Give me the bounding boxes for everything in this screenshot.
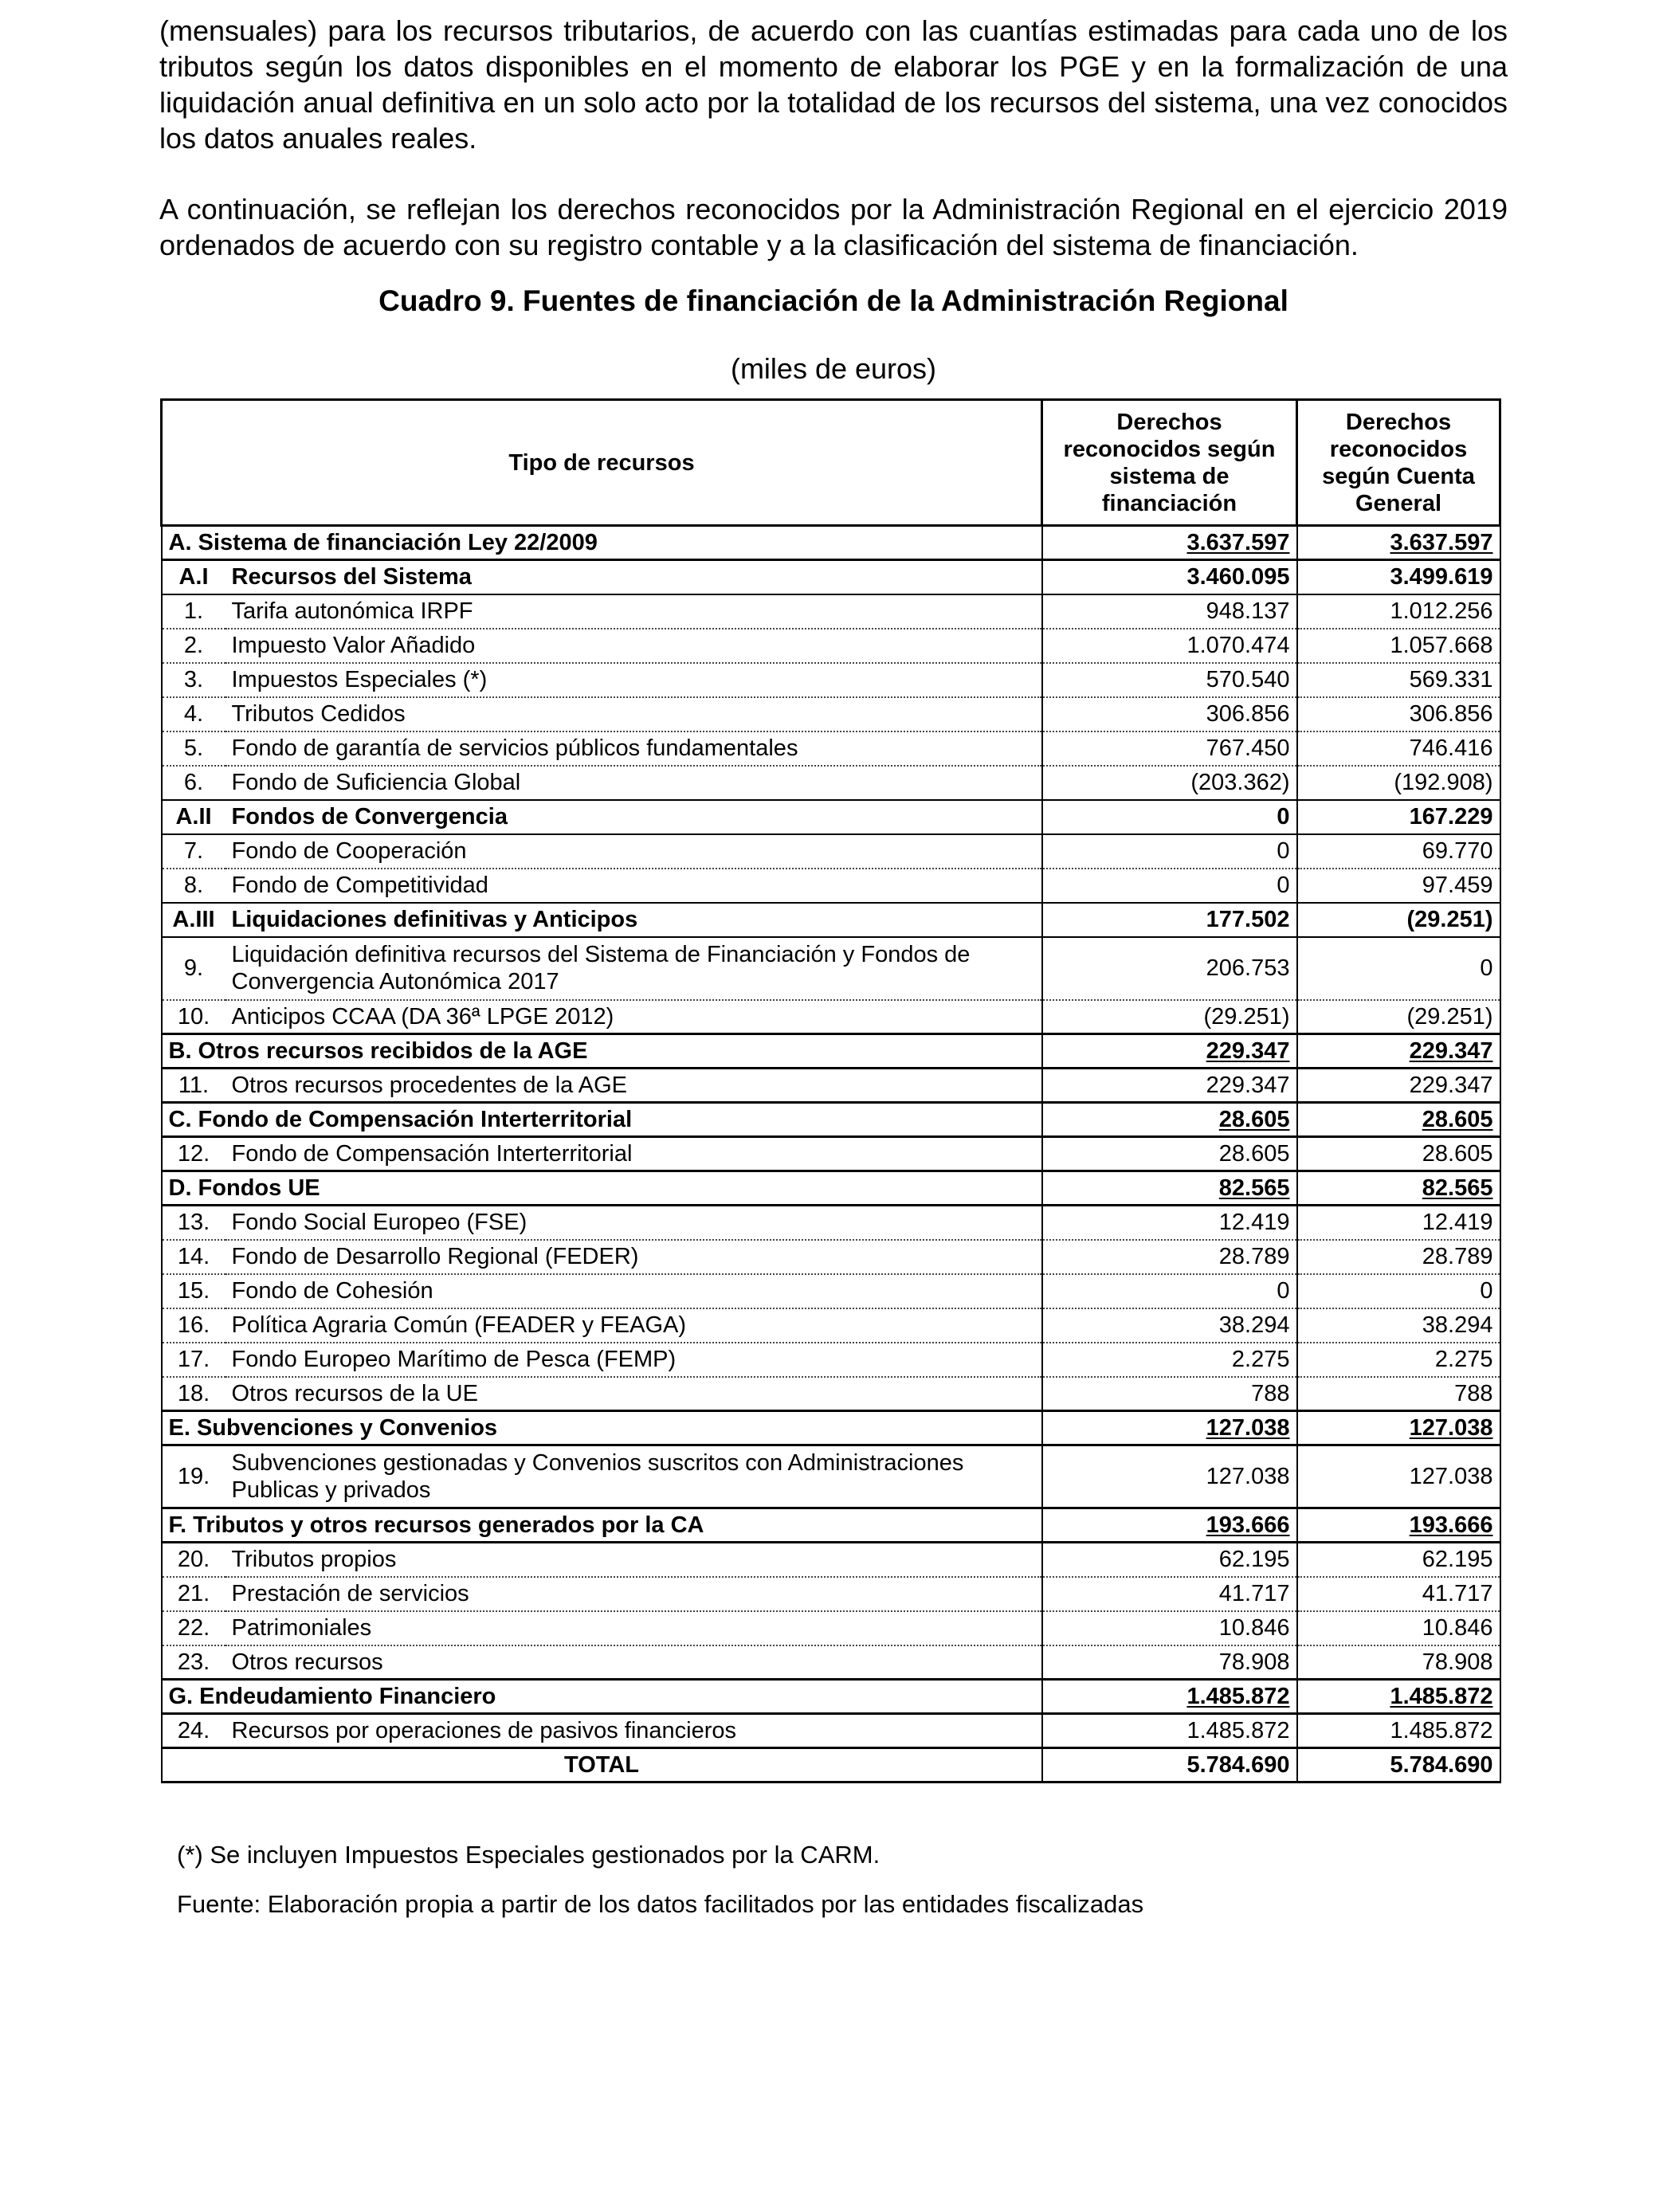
value-cuenta-general: [1297, 1274, 1500, 1308]
cell-value: (192.908): [1394, 770, 1493, 795]
section-label: F. Tributos y otros recursos generados por la CA: [162, 1508, 1042, 1543]
section-label: E. Subvenciones y Convenios: [162, 1411, 1042, 1445]
value-cuenta-general: [1297, 1034, 1500, 1069]
row-label: Fondo de Cooperación: [226, 834, 1042, 869]
table-header-row: [162, 400, 1500, 526]
row-label: Fondo de Cohesión: [226, 1274, 1042, 1308]
cell-value: 38.294: [1422, 1312, 1493, 1338]
cell-value: 229.347: [1409, 1073, 1493, 1098]
row-code: 9.: [162, 937, 226, 1000]
cell-value: 28.605: [1422, 1141, 1493, 1167]
cell-value: 1.070.474: [1186, 633, 1290, 658]
cell-value: 127.038: [1206, 1464, 1290, 1489]
table-row: [162, 526, 1500, 560]
row-code: 4.: [162, 697, 226, 731]
header-tipo-recursos: Tipo de recursos: [162, 400, 1042, 526]
cell-value: 306.856: [1206, 701, 1290, 727]
cell-value: 1.012.256: [1390, 598, 1493, 624]
value-sistema: [1042, 663, 1297, 697]
footnote: (*) Se incluyen Impuestos Especiales gestionados por la CARM.: [177, 1841, 880, 1869]
table-row: [162, 1171, 1500, 1206]
table-row: [162, 1103, 1500, 1137]
table-row: [162, 1508, 1500, 1543]
row-label: Impuestos Especiales (*): [226, 663, 1042, 697]
table-row: [162, 903, 1500, 937]
row-code: 1.: [162, 594, 226, 629]
value-sistema: [1042, 1343, 1297, 1377]
section-label: D. Fondos UE: [162, 1171, 1042, 1206]
table-row: [162, 800, 1500, 834]
cell-value: 0: [1277, 838, 1290, 864]
total-value-sistema: 5.784.690: [1042, 1748, 1297, 1783]
value-sistema: [1042, 697, 1297, 731]
row-label: Recursos por operaciones de pasivos financieros: [226, 1714, 1042, 1748]
table-row: [162, 1343, 1500, 1377]
cell-value: 1.485.872: [1186, 1684, 1290, 1709]
value-sistema: [1042, 1034, 1297, 1069]
value-sistema: [1042, 1000, 1297, 1034]
value-cuenta-general: [1297, 731, 1500, 766]
row-code: 20.: [162, 1543, 226, 1577]
row-code: 21.: [162, 1577, 226, 1611]
value-cuenta-general: [1297, 1206, 1500, 1240]
cell-value: 767.450: [1206, 735, 1290, 761]
value-cuenta-general: [1297, 1377, 1500, 1411]
value-sistema: [1042, 629, 1297, 663]
table-row: [162, 1680, 1500, 1714]
value-sistema: [1042, 800, 1297, 834]
cell-value: 306.856: [1409, 701, 1493, 727]
value-sistema: [1042, 1714, 1297, 1748]
cell-value: 38.294: [1218, 1312, 1290, 1338]
row-label: Tributos Cedidos: [226, 697, 1042, 731]
cell-value: 62.195: [1422, 1547, 1493, 1573]
value-cuenta-general: [1297, 869, 1500, 903]
cell-value: 41.717: [1218, 1581, 1290, 1606]
value-sistema: [1042, 1206, 1297, 1240]
value-cuenta-general: [1297, 1445, 1500, 1508]
cell-value: 569.331: [1409, 667, 1493, 692]
row-label: Recursos del Sistema: [226, 560, 1042, 594]
table-row: [162, 1577, 1500, 1611]
table-row: [162, 766, 1500, 800]
table-row: [162, 1543, 1500, 1577]
value-sistema: [1042, 834, 1297, 869]
row-code: 10.: [162, 1000, 226, 1034]
cell-value: 193.666: [1409, 1512, 1493, 1538]
cell-value: 229.347: [1206, 1038, 1290, 1064]
cell-value: 28.605: [1422, 1107, 1493, 1132]
table-row: [162, 697, 1500, 731]
total-value-cuenta-general: 5.784.690: [1297, 1748, 1500, 1783]
cell-value: 167.229: [1409, 804, 1493, 830]
cell-value: 97.459: [1422, 873, 1493, 898]
cell-value: 2.275: [1434, 1347, 1493, 1372]
table-row: [162, 663, 1500, 697]
row-code: 6.: [162, 766, 226, 800]
cell-value: 3.637.597: [1390, 530, 1493, 555]
cell-value: 82.565: [1422, 1175, 1493, 1201]
cell-value: 2.275: [1231, 1347, 1290, 1372]
cell-value: 41.717: [1422, 1581, 1493, 1606]
value-cuenta-general: [1297, 560, 1500, 594]
value-cuenta-general: [1297, 1680, 1500, 1714]
row-code: 24.: [162, 1714, 226, 1748]
row-code: 8.: [162, 869, 226, 903]
value-sistema: [1042, 1171, 1297, 1206]
row-code: 14.: [162, 1240, 226, 1274]
section-label: A. Sistema de financiación Ley 22/2009: [162, 526, 1042, 560]
table-row: [162, 1274, 1500, 1308]
row-code: 7.: [162, 834, 226, 869]
value-sistema: [1042, 731, 1297, 766]
row-label: Fondo Europeo Marítimo de Pesca (FEMP): [226, 1343, 1042, 1377]
total-row: [162, 1748, 1500, 1783]
cell-value: 0: [1277, 873, 1290, 898]
value-cuenta-general: [1297, 629, 1500, 663]
cell-value: 62.195: [1218, 1547, 1290, 1573]
value-cuenta-general: [1297, 1308, 1500, 1343]
cell-value: 28.605: [1218, 1107, 1290, 1132]
table-row: [162, 1377, 1500, 1411]
value-cuenta-general: [1297, 1411, 1500, 1445]
intro-paragraph-1: (mensuales) para los recursos tributarios, de acuerdo con las cuantías estimadas para cada uno de los tributos según los datos disponibles en el momento de elaborar los PGE y en la formalización de una liquidación anual definitiva en un solo acto por la totalidad de los recursos del sistema, una vez conocidos los datos anuales reales.: [159, 14, 1508, 155]
table-row: [162, 1611, 1500, 1645]
value-cuenta-general: [1297, 1611, 1500, 1645]
section-label: C. Fondo de Compensación Interterritorial: [162, 1103, 1042, 1137]
table-row: [162, 1411, 1500, 1445]
cell-value: 1.485.872: [1390, 1684, 1493, 1709]
value-sistema: [1042, 1543, 1297, 1577]
value-cuenta-general: [1297, 1508, 1500, 1543]
header-derechos-sistema: Derechos reconocidos según sistema de financiación: [1042, 400, 1297, 526]
value-cuenta-general: [1297, 1645, 1500, 1680]
row-code: 2.: [162, 629, 226, 663]
table-row: [162, 594, 1500, 629]
row-code: 12.: [162, 1137, 226, 1171]
value-sistema: [1042, 1274, 1297, 1308]
row-label: Fondo de Desarrollo Regional (FEDER): [226, 1240, 1042, 1274]
cell-value: 1.057.668: [1390, 633, 1493, 658]
financing-sources-table: [160, 398, 1501, 1783]
cell-value: 69.770: [1422, 838, 1493, 864]
cell-value: 229.347: [1409, 1038, 1493, 1064]
value-sistema: [1042, 1411, 1297, 1445]
value-cuenta-general: [1297, 800, 1500, 834]
value-sistema: [1042, 937, 1297, 1000]
table-title: Cuadro 9. Fuentes de financiación de la Administración Regional: [378, 284, 1288, 317]
row-label: Fondo de garantía de servicios públicos fundamentales: [226, 731, 1042, 766]
cell-value: (29.251): [1406, 907, 1493, 932]
value-sistema: [1042, 560, 1297, 594]
row-code: A.I: [162, 560, 226, 594]
table-row: [162, 1206, 1500, 1240]
cell-value: 12.419: [1218, 1210, 1290, 1236]
table-row: [162, 1445, 1500, 1508]
value-sistema: [1042, 1577, 1297, 1611]
cell-value: 127.038: [1409, 1464, 1493, 1489]
value-cuenta-general: [1297, 697, 1500, 731]
row-label: Impuesto Valor Añadido: [226, 629, 1042, 663]
row-label: Liquidaciones definitivas y Anticipos: [226, 903, 1042, 937]
value-sistema: [1042, 1508, 1297, 1543]
source-note: Fuente: Elaboración propia a partir de los datos facilitados por las entidades fiscalizadas: [177, 1890, 1144, 1918]
value-sistema: [1042, 1103, 1297, 1137]
row-label: Tributos propios: [226, 1543, 1042, 1577]
row-code: 16.: [162, 1308, 226, 1343]
cell-value: 570.540: [1206, 667, 1290, 692]
cell-value: 746.416: [1409, 735, 1493, 761]
intro-paragraph-2: A continuación, se reflejan los derechos reconocidos por la Administración Regional en el ejercicio 2019 ordenados de acuerdo con su registro contable y a la clasificación del sistema de financiación.: [159, 193, 1508, 261]
cell-value: (203.362): [1190, 770, 1290, 795]
value-cuenta-general: [1297, 903, 1500, 937]
value-cuenta-general: [1297, 1543, 1500, 1577]
row-label: Política Agraria Común (FEADER y FEAGA): [226, 1308, 1042, 1343]
section-label: G. Endeudamiento Financiero: [162, 1680, 1042, 1714]
cell-value: 28.789: [1218, 1244, 1290, 1269]
table-row: [162, 1069, 1500, 1103]
cell-value: 28.605: [1218, 1141, 1290, 1167]
cell-value: 3.499.619: [1390, 564, 1493, 590]
cell-value: 193.666: [1206, 1512, 1290, 1538]
value-sistema: [1042, 1137, 1297, 1171]
value-cuenta-general: [1297, 834, 1500, 869]
value-cuenta-general: [1297, 1343, 1500, 1377]
cell-value: 3.637.597: [1186, 530, 1290, 555]
value-sistema: [1042, 766, 1297, 800]
value-cuenta-general: [1297, 1069, 1500, 1103]
row-label: Fondo de Competitividad: [226, 869, 1042, 903]
value-sistema: [1042, 903, 1297, 937]
value-cuenta-general: [1297, 1240, 1500, 1274]
total-label: TOTAL: [162, 1748, 1042, 1783]
row-label: Otros recursos de la UE: [226, 1377, 1042, 1411]
cell-value: 10.846: [1422, 1615, 1493, 1641]
row-label: Fondo de Suficiencia Global: [226, 766, 1042, 800]
cell-value: 10.846: [1218, 1615, 1290, 1641]
value-cuenta-general: [1297, 1577, 1500, 1611]
row-code: 23.: [162, 1645, 226, 1680]
row-label: Prestación de servicios: [226, 1577, 1042, 1611]
value-sistema: [1042, 1445, 1297, 1508]
cell-value: 28.789: [1422, 1244, 1493, 1269]
cell-value: 0: [1277, 1278, 1290, 1304]
cell-value: (29.251): [1406, 1003, 1493, 1030]
table-row: [162, 560, 1500, 594]
cell-value: 127.038: [1409, 1415, 1493, 1441]
row-label: Anticipos CCAA (DA 36ª LPGE 2012): [226, 1000, 1042, 1034]
section-label: B. Otros recursos recibidos de la AGE: [162, 1034, 1042, 1069]
table-units: (miles de euros): [730, 352, 937, 385]
cell-value: 3.460.095: [1186, 564, 1290, 590]
cell-value: 177.502: [1206, 907, 1290, 932]
row-label: Liquidación definitiva recursos del Sistema de Financiación y Fondos de Convergencia Autonómica 2017: [226, 937, 1042, 1000]
cell-value: 1.485.872: [1186, 1718, 1290, 1743]
value-cuenta-general: [1297, 937, 1500, 1000]
row-code: 5.: [162, 731, 226, 766]
cell-value: 78.908: [1422, 1649, 1493, 1675]
cell-value: 78.908: [1218, 1649, 1290, 1675]
row-code: 3.: [162, 663, 226, 697]
value-cuenta-general: [1297, 594, 1500, 629]
row-code: 22.: [162, 1611, 226, 1645]
row-code: 11.: [162, 1069, 226, 1103]
value-sistema: [1042, 1611, 1297, 1645]
table-row: [162, 1137, 1500, 1171]
table-row: [162, 869, 1500, 903]
value-sistema: [1042, 1240, 1297, 1274]
value-sistema: [1042, 1680, 1297, 1714]
row-label: Otros recursos procedentes de la AGE: [226, 1069, 1042, 1103]
row-code: 15.: [162, 1274, 226, 1308]
row-label: Tarifa autonómica IRPF: [226, 594, 1042, 629]
value-cuenta-general: [1297, 663, 1500, 697]
value-sistema: [1042, 526, 1297, 560]
cell-value: (29.251): [1203, 1003, 1290, 1030]
cell-value: 0: [1480, 955, 1493, 981]
value-cuenta-general: [1297, 1714, 1500, 1748]
table-row: [162, 834, 1500, 869]
row-code: A.III: [162, 903, 226, 937]
row-label: Fondo Social Europeo (FSE): [226, 1206, 1042, 1240]
value-cuenta-general: [1297, 526, 1500, 560]
row-code: 17.: [162, 1343, 226, 1377]
row-code: A.II: [162, 800, 226, 834]
row-label: Patrimoniales: [226, 1611, 1042, 1645]
value-sistema: [1042, 869, 1297, 903]
value-cuenta-general: [1297, 1000, 1500, 1034]
row-label: Subvenciones gestionadas y Convenios suscritos con Administraciones Publicas y privados: [226, 1445, 1042, 1508]
row-code: 19.: [162, 1445, 226, 1508]
cell-value: 788: [1251, 1380, 1290, 1406]
cell-value: 206.753: [1206, 955, 1290, 981]
value-sistema: [1042, 1308, 1297, 1343]
cell-value: 0: [1480, 1278, 1493, 1304]
value-cuenta-general: [1297, 1137, 1500, 1171]
table-row: [162, 1714, 1500, 1748]
table-row: [162, 1000, 1500, 1034]
value-cuenta-general: [1297, 1171, 1500, 1206]
table-row: [162, 731, 1500, 766]
row-code: 18.: [162, 1377, 226, 1411]
row-code: 13.: [162, 1206, 226, 1240]
table-row: [162, 1308, 1500, 1343]
value-sistema: [1042, 1645, 1297, 1680]
table-row: [162, 937, 1500, 1000]
cell-value: 788: [1454, 1380, 1493, 1406]
table-row: [162, 1645, 1500, 1680]
value-cuenta-general: [1297, 1103, 1500, 1137]
value-sistema: [1042, 594, 1297, 629]
row-label: Otros recursos: [226, 1645, 1042, 1680]
cell-value: 948.137: [1206, 598, 1290, 624]
cell-value: 229.347: [1206, 1073, 1290, 1098]
value-sistema: [1042, 1069, 1297, 1103]
cell-value: 0: [1277, 804, 1290, 830]
table-row: [162, 1240, 1500, 1274]
cell-value: 82.565: [1218, 1175, 1290, 1201]
header-derechos-cuenta-general: Derechos reconocidos según Cuenta General: [1297, 400, 1500, 526]
value-cuenta-general: [1297, 766, 1500, 800]
row-label: Fondo de Compensación Interterritorial: [226, 1137, 1042, 1171]
cell-value: 1.485.872: [1390, 1718, 1493, 1743]
row-label: Fondos de Convergencia: [226, 800, 1042, 834]
table-row: [162, 629, 1500, 663]
value-sistema: [1042, 1377, 1297, 1411]
cell-value: 12.419: [1422, 1210, 1493, 1236]
table-row: [162, 1034, 1500, 1069]
cell-value: 127.038: [1206, 1415, 1290, 1441]
